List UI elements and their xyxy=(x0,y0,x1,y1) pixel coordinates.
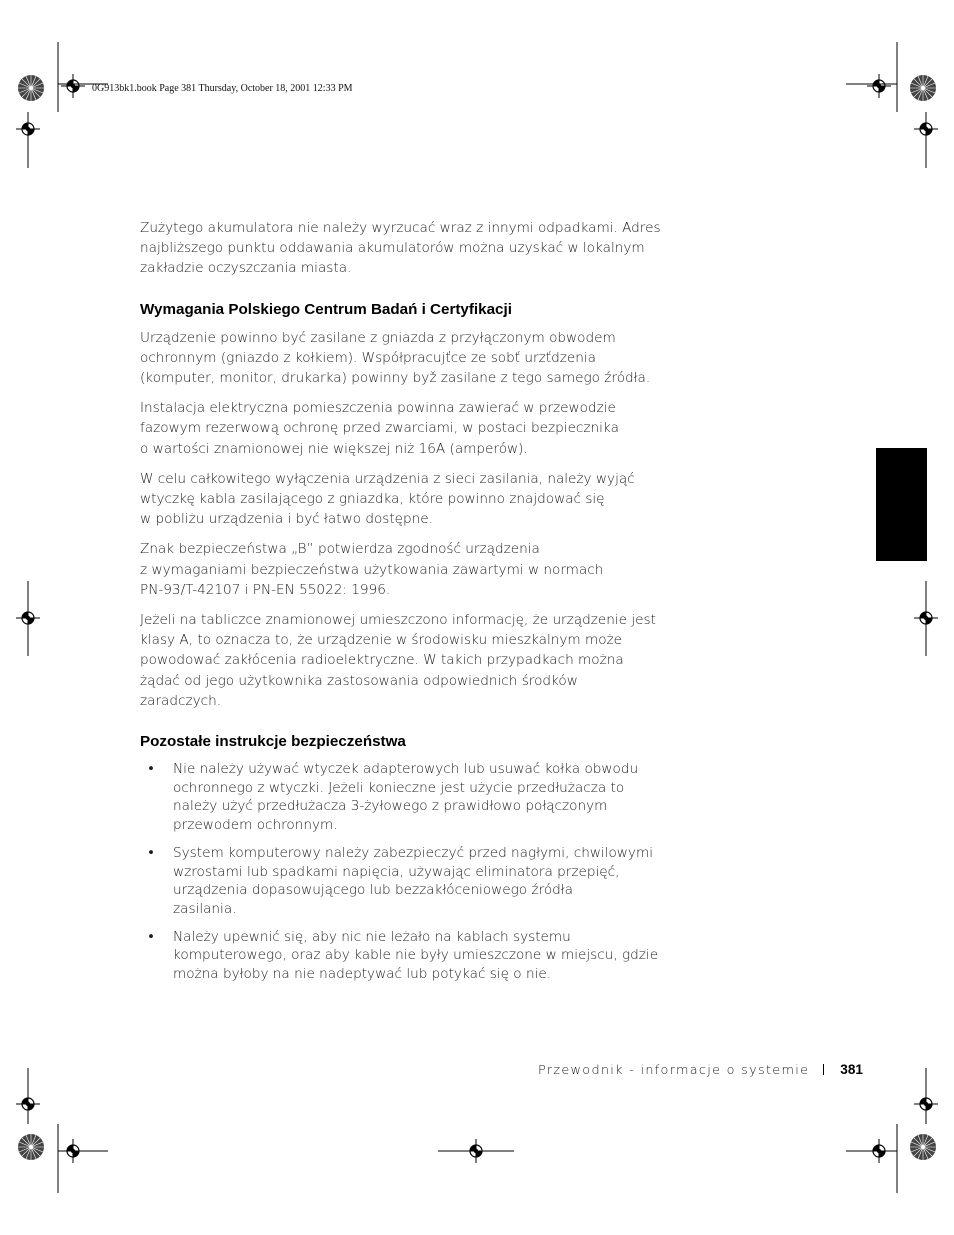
page-content xyxy=(140,218,661,993)
bullet-icon: • xyxy=(147,761,156,778)
bullet-icon: • xyxy=(147,844,156,861)
page-number: 381 xyxy=(840,1062,863,1077)
paragraph-disconnect: W celu całkowitego wyłączenia urządzenia z sieci zasilania, należy wyjąć wtyczkę kabla zasilającego z gniazdka, które powinno znajdować się w pobliżu urządzenia i być łatwo dostępne. xyxy=(140,470,635,528)
bullet-icon: • xyxy=(147,928,156,945)
paragraph-class-a: Jeżeli na tabliczce znamionowej umieszczono informację, że urządzenie jest klasy A, to oznacza to, że urządzenie w środowisku mieszkalnym może powodować zakłócenia radioelektryczne. W takich przypadkach można żądać od jego użytkownika zastosowania odpowiednich środków zaradczych. xyxy=(140,612,656,709)
footer-separator xyxy=(823,1064,824,1075)
paragraph-safety-mark: Znak bezpieczeństwa „B” potwierdza zgodność urządzenia z wymaganiami bezpieczeństwa użytkowania zawartymi w normach PN-93/T-42107 i PN-EN 55022: 1996. xyxy=(140,541,604,598)
footer-title: Przewodnik - informacje o systemie xyxy=(538,1063,810,1078)
paragraph-power-socket: Urządzenie powinno być zasilane z gniazda z przyłączonym obwodem ochronnym (gniazdo z kołkiem). Współpracujťce ze sobť urzťdzenia (komputer, monitor, drukarka) powinny byž zasilane z tego samego źródła. xyxy=(140,329,651,387)
list-item: • Nie należy używać wtyczek adapterowych lub usuwać kołka obwodu ochronnego z wtyczki. Jeżeli konieczne jest użycie przedłużacza to należy użyć przedłużacza 3-żyłowego z prawidłowo połączonym przewodem ochronnym. xyxy=(147,761,639,834)
intro-paragraph: Zużytego akumulatora nie należy wyrzucać wraz z innymi odpadkami. Adres najbliższego punktu oddawania akumulatorów można uzyskać w lokalnym zakładzie oczyszczania miasta. xyxy=(140,220,661,277)
list-item: • Należy upewnić się, aby nic nie leżało na kablach systemu komputerowego, oraz aby kable nie były umieszczone w miejscu, gdzie można byłoby na nie nadeptywać lub potykać się o nie. xyxy=(147,928,659,983)
safety-bullet-list xyxy=(140,760,659,984)
paragraph-electrical-installation: Instalacja elektryczna pomieszczenia powinna zawierać w przewodzie fazowym rezerwową ochronę przed zwarciami, w postaci bezpiecznika o wartości znamionowej nie większej niż 16A (amperów). xyxy=(140,400,619,457)
chapter-thumb-tab xyxy=(876,448,927,561)
print-slug-header: 0G913bk1.book Page 381 Thursday, October 18, 2001 12:33 PM xyxy=(92,83,353,94)
section-heading-pcbc: Wymagania Polskiego Centrum Badań i Certyfikacji xyxy=(140,300,512,318)
list-item: • System komputerowy należy zabezpieczyć przed nagłymi, chwilowymi wzrostami lub spadkami napięcia, używając eliminatora przepięć, urządzenia dopasowującego lub bezzakłóceniowego źródła zasilania. xyxy=(147,844,653,917)
page-footer xyxy=(538,1062,863,1078)
section-heading-other-safety: Pozostałe instrukcje bezpieczeństwa xyxy=(140,733,406,751)
